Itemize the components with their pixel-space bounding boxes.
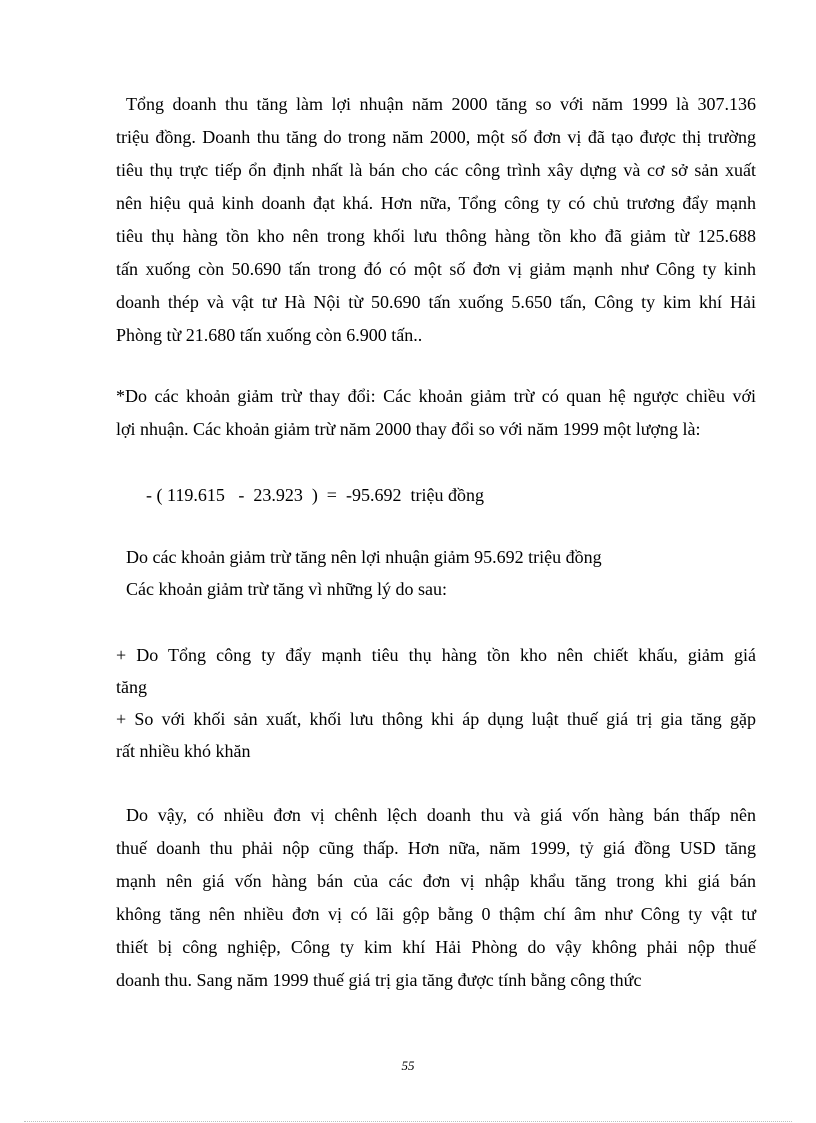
text-line: Do các khoản giảm trừ tăng nên lợi nhuận giảm 95.692 triệu đồng xyxy=(126,547,602,567)
text-line: + So với khối sản xuất, khối lưu thông khi áp dụng luật thuế giá trị gia tăng gặp xyxy=(116,709,756,729)
text-line: Do vậy, có nhiều đơn vị chênh lệch doanh thu và giá vốn hàng bán thấp nên xyxy=(126,805,756,825)
text-line: không tăng nên nhiều đơn vị có lãi gộp bằng 0 thậm chí âm như Công ty vật tư xyxy=(116,904,756,924)
text-line: *Do các khoản giảm trừ thay đổi: Các khoản giảm trừ có quan hệ ngược chiều với xyxy=(116,386,756,406)
page-number: 55 xyxy=(401,1058,415,1073)
text-line: lợi nhuận. Các khoản giảm trừ năm 2000 thay đổi so với năm 1999 một lượng là: xyxy=(116,419,701,439)
text-line: triệu đồng. Doanh thu tăng do trong năm 2000, một số đơn vị đã tạo được thị trường xyxy=(116,127,756,147)
text-line: doanh thép và vật tư Hà Nội từ 50.690 tấn xuống 5.650 tấn, Công ty kim khí Hải xyxy=(116,292,756,312)
page-bottom-divider xyxy=(24,1121,792,1122)
text-line: thuế doanh thu phải nộp cũng thấp. Hơn nữa, năm 1999, tỷ giá đồng USD tăng xyxy=(116,838,756,858)
text-line: + Do Tổng công ty đẩy mạnh tiêu thụ hàng tồn kho nên chiết khấu, giảm giá xyxy=(116,645,756,665)
text-line: tấn xuống còn 50.690 tấn trong đó có một số đơn vị giảm mạnh như Công ty kinh xyxy=(116,259,756,279)
text-line: doanh thu. Sang năm 1999 thuế giá trị gia tăng được tính bằng công thức xyxy=(116,970,642,990)
text-line: rất nhiều khó khăn xyxy=(116,741,251,761)
text-line: thiết bị công nghiệp, Công ty kim khí Hải Phòng do vậy không phải nộp thuế xyxy=(116,937,756,957)
text-line: Các khoản giảm trừ tăng vì những lý do sau: xyxy=(126,579,447,599)
text-line: nên hiệu quả kinh doanh đạt khá. Hơn nữa, Tổng công ty có chủ trương đẩy mạnh xyxy=(116,193,756,213)
text-line: Tổng doanh thu tăng làm lợi nhuận năm 2000 tăng so với năm 1999 là 307.136 xyxy=(126,94,756,114)
text-line: mạnh nên giá vốn hàng bán của các đơn vị nhập khẩu tăng trong khi giá bán xyxy=(116,871,756,891)
text-line: tăng xyxy=(116,677,147,697)
text-line: tiêu thụ hàng tồn kho nên trong khối lưu thông hàng tồn kho đã giảm từ 125.688 xyxy=(116,226,756,246)
formula-line: - ( 119.615 - 23.923 ) = -95.692 triệu đồng xyxy=(146,485,484,505)
text-line: tiêu thụ trực tiếp ổn định nhất là bán cho các công trình xây dựng và cơ sở sản xuất xyxy=(116,160,756,180)
text-line: Phòng từ 21.680 tấn xuống còn 6.900 tấn.. xyxy=(116,325,423,345)
